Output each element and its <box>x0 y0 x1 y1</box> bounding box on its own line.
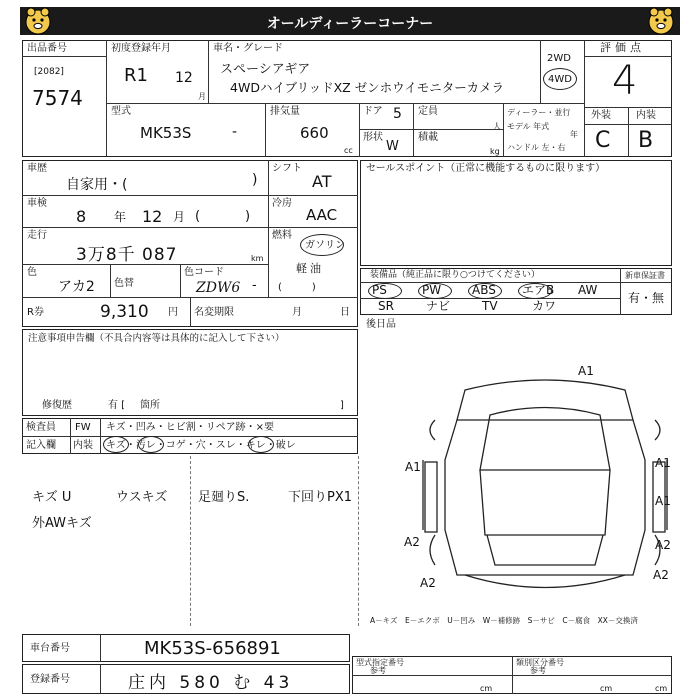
repair-unit: 箇所 <box>140 400 160 411</box>
inspection-year-unit: 年 <box>114 210 127 224</box>
registration-value: 庄内 580 む 43 <box>128 673 294 693</box>
inspection-month-unit: 月 <box>173 210 186 224</box>
capacity-unit: 人 <box>493 122 501 131</box>
repair-value: 有 [ <box>108 400 126 411</box>
damage-mark: A2 <box>653 568 669 582</box>
fuel-label: 燃料 <box>272 230 292 241</box>
equipment-circle <box>368 283 402 299</box>
equipment-item: カワ <box>532 299 557 313</box>
damage-mark: A1 <box>655 494 671 508</box>
capacity-label: 定員 <box>418 106 438 117</box>
equipment-item: PS <box>372 283 387 297</box>
damage-mark: A2 <box>404 535 420 549</box>
equipment-item: AW <box>578 283 598 297</box>
shift-value: AT <box>312 172 332 191</box>
damage-mark: A2 <box>655 538 671 552</box>
model-spec-label: 型式指定番号 <box>356 658 404 667</box>
fw-items: キズ・凹み・ヒビ割・リペア跡・×要 <box>106 422 274 433</box>
color-value: アカ2 <box>58 279 95 295</box>
model-year-label: モデル 年式 <box>507 122 550 131</box>
displacement-value: 660 <box>300 124 329 142</box>
chassis-label: 車台番号 <box>30 643 70 654</box>
drive-4wd: 4WD <box>548 74 572 85</box>
shift-label: シフト <box>272 163 302 174</box>
inspection-label: 車検 <box>27 198 47 209</box>
name-change-day: 日 <box>340 307 350 318</box>
lot-number: 7574 <box>32 86 83 110</box>
equipment-item: エアB <box>522 283 555 297</box>
equipment-item: SR <box>378 299 394 313</box>
inspection-month: 12 <box>142 207 163 226</box>
name-change-label: 名変期限 <box>194 307 234 318</box>
header-title: オールディーラーコーナー <box>266 16 434 32</box>
doors-label: ドア <box>363 106 383 117</box>
damage-mark: A1 <box>405 460 421 474</box>
inspector-label: 検査員 <box>26 422 56 433</box>
equipment-item: ナビ <box>426 299 451 313</box>
car-name-label: 車名・グレード <box>213 43 283 54</box>
grade-interior: B <box>638 128 654 153</box>
sales-point-label: セールスポイント（正常に機能するものに限ります） <box>366 163 606 174</box>
cm-3: cm <box>655 684 668 693</box>
damage-mark: A2 <box>420 576 436 590</box>
note-2: ウスキズ <box>116 490 168 505</box>
lot-label: 出品番号 <box>27 43 67 54</box>
cm-2: cm <box>600 684 613 693</box>
aircon-label: 冷房 <box>272 198 292 209</box>
mileage-unit: km <box>251 254 264 263</box>
warranty-label: 新車保証書 <box>625 271 665 280</box>
first-reg-month: 12 <box>175 70 193 86</box>
model-value: MK53S <box>140 124 192 142</box>
category-ref: 参考 <box>530 666 546 675</box>
equipment-label: 装備品（純正品に限り○つけてください） <box>370 270 540 280</box>
category-label: 類別区分番号 <box>516 658 564 667</box>
interior-items: キズ・汚レ・コゲ・穴・スレ・キレ・破レ <box>106 440 296 451</box>
grade-label: 評価点 <box>600 41 645 54</box>
displacement-unit: cc <box>344 146 353 155</box>
rear-items-label: 後日品 <box>366 319 396 330</box>
recycle-fee-unit: 円 <box>168 307 178 318</box>
note-1: キズ U <box>32 490 72 505</box>
handle-label: ハンドル 左・右 <box>507 143 566 152</box>
color-tone-label: 色替 <box>114 278 134 289</box>
grade-exterior-label: 外装 <box>591 110 611 121</box>
chassis-value: MK53S-656891 <box>144 638 281 659</box>
drive-2wd: 2WD <box>547 53 571 64</box>
repair-close: ] <box>340 400 344 411</box>
car-diagram <box>405 360 695 620</box>
doors-shape: W <box>386 139 399 154</box>
recycle-fee-value: 9,310 <box>100 302 149 322</box>
inspection-open: ( <box>195 209 201 224</box>
top-block <box>22 40 672 157</box>
mileage-label: 走行 <box>27 230 47 241</box>
doors-value: 5 <box>393 106 402 122</box>
warranty-value: 有・無 <box>628 291 665 305</box>
lot-sub-number: [2082] <box>34 67 64 77</box>
bear-icon <box>645 4 677 36</box>
bear-icon <box>22 4 54 36</box>
damage-mark: A1 <box>578 364 594 378</box>
fuel-gas: ガソリン <box>305 240 345 251</box>
inspection-year: 8 <box>76 207 87 226</box>
first-reg-month-unit: 月 <box>198 92 206 101</box>
model-label: 型式 <box>111 106 131 117</box>
equipment-circle <box>518 283 555 299</box>
car-name-line1: スペーシアギア <box>220 62 311 77</box>
grade-interior-label: 内装 <box>636 110 656 121</box>
fuel-paren: ( ) <box>278 282 316 293</box>
entry-label: 記入欄 <box>26 440 56 451</box>
grade-score: 4 <box>612 58 638 104</box>
car-name-line2: 4WDハイブリッドXZ ゼンホウイモニターカメラ <box>230 80 505 95</box>
load-label: 積載 <box>418 132 438 143</box>
equipment-circle <box>468 283 502 299</box>
doors-shape-label: 形状 <box>363 132 383 143</box>
equipment-item: ABS <box>472 283 496 297</box>
displacement-label: 排気量 <box>270 106 300 117</box>
header-bar <box>20 7 680 35</box>
model-year-unit: 年 <box>570 130 578 139</box>
registration-label: 登録番号 <box>30 674 70 685</box>
color-label: 色 <box>27 267 37 278</box>
bear-logo-left <box>22 4 54 36</box>
color-code-value: ZDW6 <box>196 280 241 296</box>
first-reg-label: 初度登録年月 <box>111 43 171 54</box>
load-unit: kg <box>490 147 500 156</box>
history-value: 自家用・( <box>66 177 128 193</box>
repair-label: 修復歴 <box>42 400 72 411</box>
name-change-unit: 月 <box>292 307 302 318</box>
bear-logo-right <box>645 4 677 36</box>
damage-legend: A－キズ E－エクボ U－凹み W－補修跡 S－サビ C－腐食 XX－交換済 <box>370 616 638 625</box>
inspection-close: ) <box>245 209 251 224</box>
equipment-circle <box>418 283 452 299</box>
note-3: 足廻りS. <box>198 490 250 505</box>
damage-mark: A1 <box>655 456 671 470</box>
history-label: 車歴 <box>27 163 47 174</box>
dealer-label: ディーラー・並行 <box>507 108 571 117</box>
history-close: ) <box>252 172 258 188</box>
aircon-value: AAC <box>306 206 338 224</box>
fuel-diesel: 軽油 <box>296 262 324 275</box>
equipment-item: TV <box>482 299 498 313</box>
cm-1: cm <box>480 684 493 693</box>
color-code-mark: - <box>252 278 257 293</box>
model-spec-ref: 参考 <box>370 666 386 675</box>
equipment-item: PW <box>422 283 442 297</box>
model-mark: - <box>232 124 238 140</box>
sales-block <box>360 160 672 266</box>
first-reg-era: R1 <box>124 65 148 86</box>
note-4: 下回りPX1 <box>288 490 353 505</box>
color-code-label: 色コード <box>184 267 224 278</box>
grade-exterior: C <box>595 128 611 153</box>
notes-label: 注意事項申告欄（不具合内容等は具体的に記入して下さい） <box>28 333 285 344</box>
interior-label: 内装 <box>73 440 93 451</box>
mileage-value: 3万8千 087 <box>76 245 178 265</box>
fw-label: FW <box>75 422 91 433</box>
note-5: 外AWキズ <box>32 516 92 531</box>
recycle-fee-label: R券 <box>27 307 44 318</box>
